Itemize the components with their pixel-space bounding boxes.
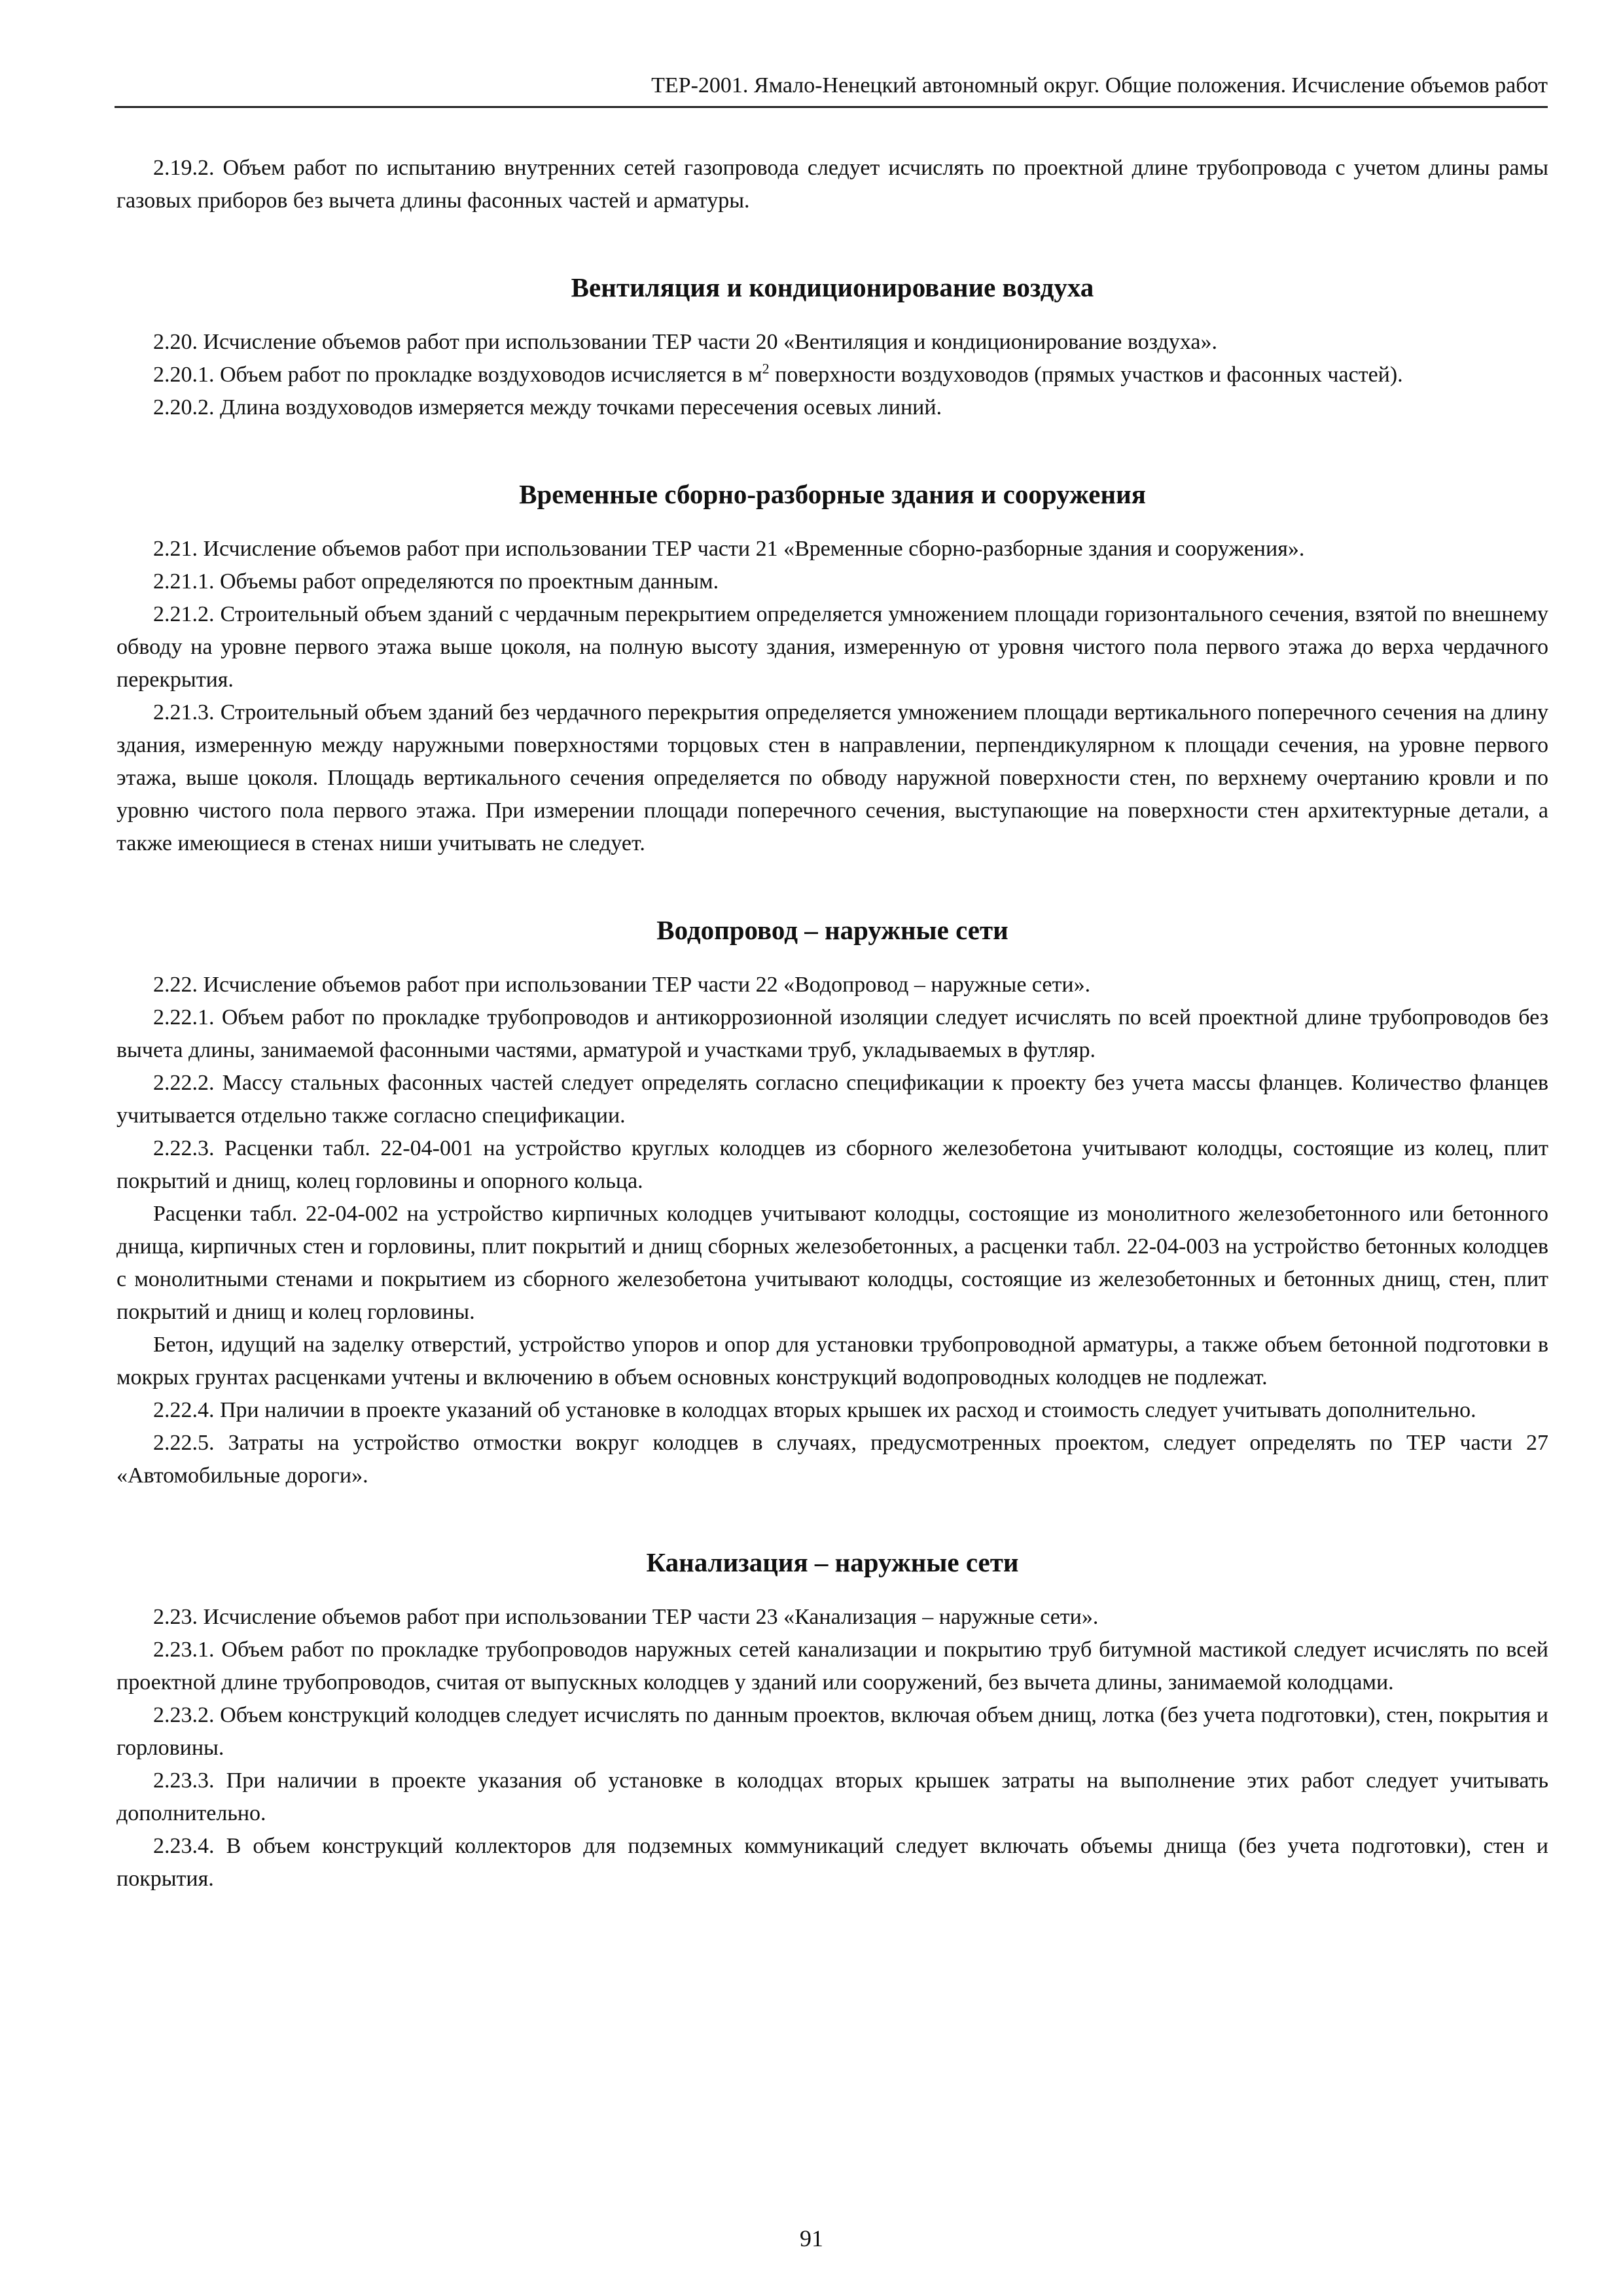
paragraph-2-21-3: 2.21.3. Строительный объем зданий без чердачного перекрытия определяется умножением площади вертикального поперечного сечения на длину здания, измеренную между наружными поверхностями торцовых стен в направлении, перпендикулярном к площади сечения, на уровне первого этажа, выше цоколя. Площадь вертикального сечения определяется по обводу наружной поверхности стен, по верхнему очертанию кровли и по уровню чистого пола первого этажа. При измерении площади поперечного сечения, выступающие на поверхности стен архитектурные детали, а также имеющиеся в стенах ниши учитывать не следует. xyxy=(116,700,1548,855)
running-header: ТЕР-2001. Ямало-Ненецкий автономный округ. Общие положения. Исчисление объемов работ xyxy=(115,72,1548,108)
paragraph-2-20: 2.20. Исчисление объемов работ при использовании ТЕР части 20 «Вентиляция и кондиционирование воздуха». xyxy=(153,330,1217,354)
paragraph-2-22-4: 2.22.4. При наличии в проекте указаний об установке в колодцах вторых крышек их расход и стоимость следует учитывать дополнительно. xyxy=(153,1398,1476,1422)
paragraph-2-22: 2.22. Исчисление объемов работ при использовании ТЕР части 22 «Водопровод – наружные сети». xyxy=(153,973,1091,997)
paragraph-2-21: 2.21. Исчисление объемов работ при использовании ТЕР части 21 «Временные сборно-разборные здания и сооружения». xyxy=(153,537,1305,561)
paragraph-2-23-4: 2.23.4. В объем конструкций коллекторов для подземных коммуникаций следует включать объемы днища (без учета подготовки), стен и покрытия. xyxy=(116,1834,1548,1891)
paragraph-2-23-1: 2.23.1. Объем работ по прокладке трубопроводов наружных сетей канализации и покрытию труб битумной мастикой следует исчислять по всей проектной длине трубопроводов, считая от выпускных колодцев у зданий или сооружений, без вычета длины, занимаемой колодцами. xyxy=(116,1638,1548,1695)
paragraph-2-20-1 xyxy=(116,359,1548,391)
paragraph-2-20-2: 2.20.2. Длина воздуховодов измеряется между точками пересечения осевых линий. xyxy=(153,395,942,420)
paragraph-rates-22-04-002: Расценки табл. 22-04-002 на устройство кирпичных колодцев учитывают колодцы, состоящие из монолитного железобетонного или бетонного днища, кирпичных стен и горловины, плит покрытий и днищ сборных железобетонных, а расценки табл. 22-04-003 на устройство бетонных колодцев с монолитными стенами и покрытием из сборного железобетона учитывают колодцы, состоящие из железобетонных и бетонных днищ, стен, плит покрытий и днищ и колец горловины. xyxy=(116,1202,1548,1324)
paragraph-2-22-5: 2.22.5. Затраты на устройство отмостки вокруг колодцев в случаях, предусмотренных проектом, следует определять по ТЕР части 27 «Автомобильные дороги». xyxy=(116,1431,1548,1488)
paragraph-2-21-1: 2.21.1. Объемы работ определяются по проектным данным. xyxy=(153,569,719,594)
paragraph-2-23: 2.23. Исчисление объемов работ при использовании ТЕР части 23 «Канализация – наружные сети». xyxy=(153,1605,1099,1629)
section-title-sewerage: Канализация – наружные сети xyxy=(646,1547,1019,1577)
paragraph-2-19-2: 2.19.2. Объем работ по испытанию внутренних сетей газопровода следует исчислять по проектной длине трубопровода с учетом длины рамы газовых приборов без вычета длины фасонных частей и арматуры. xyxy=(116,156,1548,213)
page-content xyxy=(116,152,1548,1895)
paragraph-2-21-2: 2.21.2. Строительный объем зданий с чердачным перекрытием определяется умножением площади горизонтального сечения, взятой по внешнему обводу на уровне первого этажа выше цоколя, на полную высоту здания, измеренную от уровня чистого пола первого этажа до верха чердачного перекрытия. xyxy=(116,602,1548,692)
paragraph-2-20-1-rest: поверхности воздуховодов (прямых участков и фасонных частей). xyxy=(769,363,1403,387)
paragraph-2-23-2: 2.23.2. Объем конструкций колодцев следует исчислять по данным проектов, включая объем днищ, лотка (без учета подготовки), стен, покрытия и горловины. xyxy=(116,1703,1548,1760)
paragraph-concrete: Бетон, идущий на заделку отверстий, устройство упоров и опор для установки трубопроводной арматуры, а также объем бетонной подготовки в мокрых грунтах расценками учтены и включению в объем основных конструкций водопроводных колодцев не подлежат. xyxy=(116,1333,1548,1390)
section-title-temporary-buildings: Временные сборно-разборные здания и сооружения xyxy=(519,479,1146,509)
paragraph-2-22-1: 2.22.1. Объем работ по прокладке трубопроводов и антикоррозионной изоляции следует исчислять по всей проектной длине трубопроводов без вычета длины, занимаемой фасонными частями, арматурой и участками труб, укладываемых в футляр. xyxy=(116,1005,1548,1062)
section-title-ventilation: Вентиляция и кондиционирование воздуха xyxy=(571,272,1094,302)
page-number: 91 xyxy=(800,2225,823,2251)
paragraph-2-22-2: 2.22.2. Массу стальных фасонных частей следует определять согласно спецификации к проекту без учета массы фланцев. Количество фланцев учитывается отдельно также согласно спецификации. xyxy=(116,1071,1548,1128)
paragraph-2-23-3: 2.23.3. При наличии в проекте указания об установке в колодцах вторых крышек затраты на выполнение этих работ следует учитывать дополнительно. xyxy=(116,1768,1548,1825)
section-title-water-supply: Водопровод – наружные сети xyxy=(656,915,1008,945)
paragraph-2-20-1-text: 2.20.1. Объем работ по прокладке воздуховодов исчисляется в м xyxy=(153,363,762,387)
superscript-2: 2 xyxy=(762,360,770,377)
paragraph-2-22-3: 2.22.3. Расценки табл. 22-04-001 на устройство круглых колодцев из сборного железобетона учитывают колодцы, состоящие из колец, плит покрытий и днищ, колец горловины и опорного кольца. xyxy=(116,1136,1548,1193)
